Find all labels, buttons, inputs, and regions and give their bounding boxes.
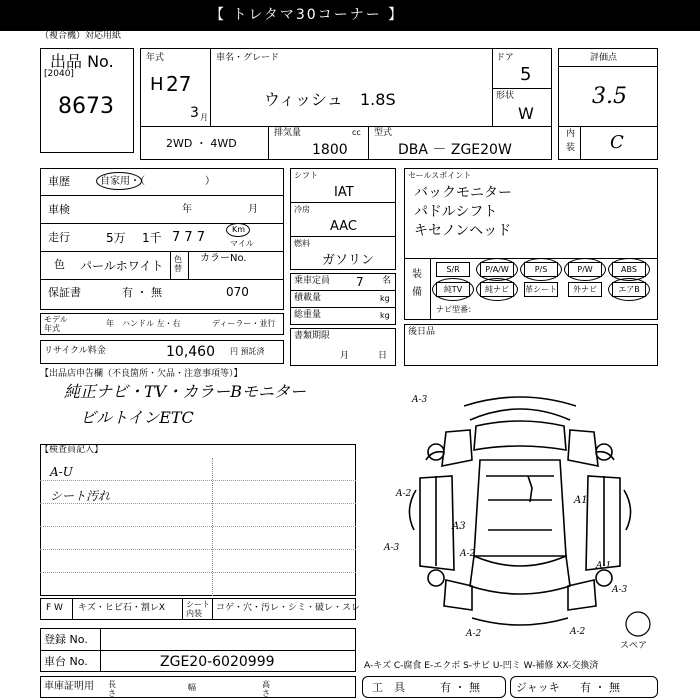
notes-line-1: 純正ナビ・TV・カラーBモニター <box>64 382 306 401</box>
equip-airbag: エアB <box>612 282 646 297</box>
color-change-label: 色替 <box>174 255 182 273</box>
certificate-length: 長さ <box>108 680 116 698</box>
equipment-label-2: 備 <box>412 287 422 298</box>
mileage-man: 5万 <box>106 231 126 245</box>
diagram-mark-8: A-2 <box>570 627 586 637</box>
inspector-label: 【検査員記入】 <box>40 445 104 455</box>
equip-airbag-circle <box>608 278 650 301</box>
ac-label: 冷房 <box>294 205 310 214</box>
warranty-value: 有 ・ 無 <box>122 286 162 299</box>
mileage-digits: 7 7 7 <box>172 230 206 245</box>
fuel-value: ガソリン <box>322 253 375 268</box>
lot-label: 出品 No. <box>50 52 114 71</box>
doc-expiry-month: 月 <box>340 351 350 361</box>
capacity-label: 乗車定員 <box>294 276 331 286</box>
notes-line-2: ビルトインETC <box>80 408 194 427</box>
capacity-unit: 名 <box>382 276 392 286</box>
equip-ext-navi: 外ナビ <box>568 282 602 297</box>
certificate-label: 車庫証明用 <box>44 681 94 692</box>
shift-value: IAT <box>334 185 354 200</box>
recycle-unit: 円 預託済 <box>230 347 265 356</box>
spare-tire-icon <box>626 612 650 636</box>
recycle-value: 10,460 <box>166 344 215 360</box>
equip-sr: S/R <box>436 262 470 277</box>
sales-points-label: セールスポイント <box>408 171 472 180</box>
after-fill-box <box>404 324 658 366</box>
jack-label: ジャッキ <box>516 681 560 694</box>
interior-label-1: 内 <box>566 129 576 139</box>
recycle-label: リサイクル料金 <box>44 346 106 356</box>
mileage-label: 走行 <box>48 231 70 244</box>
diagram-mark-5: A-3 <box>384 543 400 553</box>
inspector-box <box>40 444 356 596</box>
equip-ps: P/S <box>524 262 558 277</box>
model-year-label: モデル年式 <box>44 315 68 333</box>
registration-label: 登録 No. <box>44 633 88 646</box>
diagram-mark-1: A-3 <box>412 395 428 405</box>
equip-ps-circle <box>520 258 562 281</box>
model-name: ウィッシュ <box>264 90 343 109</box>
model-year-handle: ハンドル 左・右 <box>122 319 181 328</box>
history-label: 車歴 <box>48 175 70 188</box>
sales-point-3: キセノンヘッド <box>414 223 512 239</box>
color-value: パールホワイト <box>80 259 164 273</box>
damage-legend: A-キズ C-腐食 E-エクボ S-サビ U-凹ミ W-補修 XX-交換済 <box>364 661 599 671</box>
shift-label: シフト <box>294 171 318 180</box>
equip-pw: P/W <box>568 262 602 277</box>
year-month-unit: 月 <box>200 113 208 122</box>
warranty-label: 保証書 <box>48 286 81 299</box>
inspector-line-1: A-U <box>50 465 73 479</box>
equip-paw: P/A/W <box>480 262 514 277</box>
seat-label: シート内装 <box>186 600 210 618</box>
chassis-value: ZGE20-6020999 <box>160 654 275 670</box>
drive-value: 2WD ・ 4WD <box>166 137 237 150</box>
after-fill-label: 後日品 <box>408 327 436 337</box>
model-label: 車名・グレード <box>216 53 280 63</box>
shape-label: 形状 <box>496 91 515 101</box>
score-value: 3.5 <box>592 84 627 109</box>
certificate-width: 幅 <box>188 683 196 692</box>
diagram-mark-10: A-2 <box>466 629 482 639</box>
history-circle <box>96 172 142 190</box>
diagram-mark-2: A1 <box>574 495 588 506</box>
color-code-label: カラーNo. <box>200 253 247 264</box>
diagram-mark-4: A-2 <box>396 489 412 499</box>
model-grade: 1.8S <box>360 90 396 109</box>
diagram-mark-3: A3 <box>452 521 466 532</box>
model-year-dealer: ディーラー・並行 <box>212 319 276 328</box>
inspection-label: 車検 <box>48 203 70 216</box>
shape-value: W <box>518 104 534 123</box>
interior-label-2: 装 <box>566 143 576 153</box>
car-damage-diagram <box>380 380 660 640</box>
sales-point-2: パドルシフト <box>414 204 498 220</box>
weight-unit: kg <box>380 311 390 320</box>
displacement-unit: cc <box>352 128 361 137</box>
equip-leather: 革シート <box>524 282 558 297</box>
year-month: 3 <box>190 105 199 121</box>
interior-value: C <box>610 132 624 153</box>
type-code-value: DBA － ZGE20W <box>398 142 512 158</box>
year-era: H <box>150 74 164 95</box>
model-year-year: 年 <box>106 319 114 328</box>
banner-title: 【 トレタマ30コーナー 】 <box>210 7 405 23</box>
inspection-month: 月 <box>248 204 258 215</box>
jack-value: 有 ・ 無 <box>580 681 620 694</box>
score-label: 評価点 <box>590 53 618 63</box>
equipment-label-1: 装 <box>412 269 422 280</box>
doors-value: 5 <box>520 64 532 85</box>
equip-abs: ABS <box>612 262 646 277</box>
equip-tv-circle <box>432 278 474 301</box>
mileage-sen: 1千 <box>142 231 162 245</box>
capacity-value: 7 <box>356 275 364 289</box>
displacement-label: 排気量 <box>274 128 302 138</box>
displacement-value: 1800 <box>312 142 348 158</box>
type-code-label: 型式 <box>374 128 393 138</box>
history-value: 自家用・（ ） <box>100 176 215 187</box>
inspection-year: 年 <box>182 204 192 215</box>
equip-tv: 純TV <box>436 282 470 297</box>
equip-pw-circle <box>564 258 606 281</box>
mileage-unit-mile: マイル <box>230 239 254 248</box>
seat-text: コゲ・穴・汚レ・シミ・破レ・スレ <box>216 603 361 613</box>
fw-text: キズ・ヒビ石・割レX <box>78 603 165 613</box>
mileage-unit: Km <box>232 225 246 234</box>
equip-navi-model-label: ナビ型番： <box>436 305 476 314</box>
sheet-subtitle: （複合機）対応用紙 <box>40 31 122 41</box>
color-code-value: 070 <box>226 285 249 299</box>
doors-label: ドア <box>496 53 514 63</box>
doc-expiry-day: 日 <box>378 351 388 361</box>
certificate-height: 高さ <box>262 680 270 698</box>
tools-value: 有 ・ 無 <box>440 681 480 694</box>
fuel-label: 燃料 <box>294 239 310 248</box>
year-label: 年式 <box>146 53 165 63</box>
diagram-mark-7: A-2 <box>460 549 476 559</box>
doc-expiry-label: 書類期限 <box>294 331 331 341</box>
load-unit: kg <box>380 294 390 303</box>
year-value: 27 <box>166 72 192 96</box>
ac-value: AAC <box>330 219 357 234</box>
diagram-mark-6: A-1 <box>596 561 612 571</box>
equip-navi-circle <box>476 278 518 301</box>
lot-number: 8673 <box>58 94 114 119</box>
equip-navi: 純ナビ <box>480 282 514 297</box>
load-label: 積載量 <box>294 293 322 303</box>
notes-label: 【出品店申告欄（不良箇所・欠品・注意事項等）】 <box>40 369 243 379</box>
spare-label: スペア <box>620 641 648 651</box>
color-label: 色 <box>54 258 65 271</box>
tools-label: 工 具 <box>372 681 405 694</box>
inspector-line-2: シート汚れ <box>50 489 111 503</box>
weight-label: 総重量 <box>294 310 322 320</box>
mileage-unit-circle <box>226 223 250 237</box>
diagram-mark-9: A-3 <box>612 585 628 595</box>
lot-code: [2040] <box>44 69 74 79</box>
chassis-label: 車台 No. <box>44 655 88 668</box>
sales-point-1: バックモニター <box>414 185 512 201</box>
fw-label: F W <box>46 603 63 613</box>
